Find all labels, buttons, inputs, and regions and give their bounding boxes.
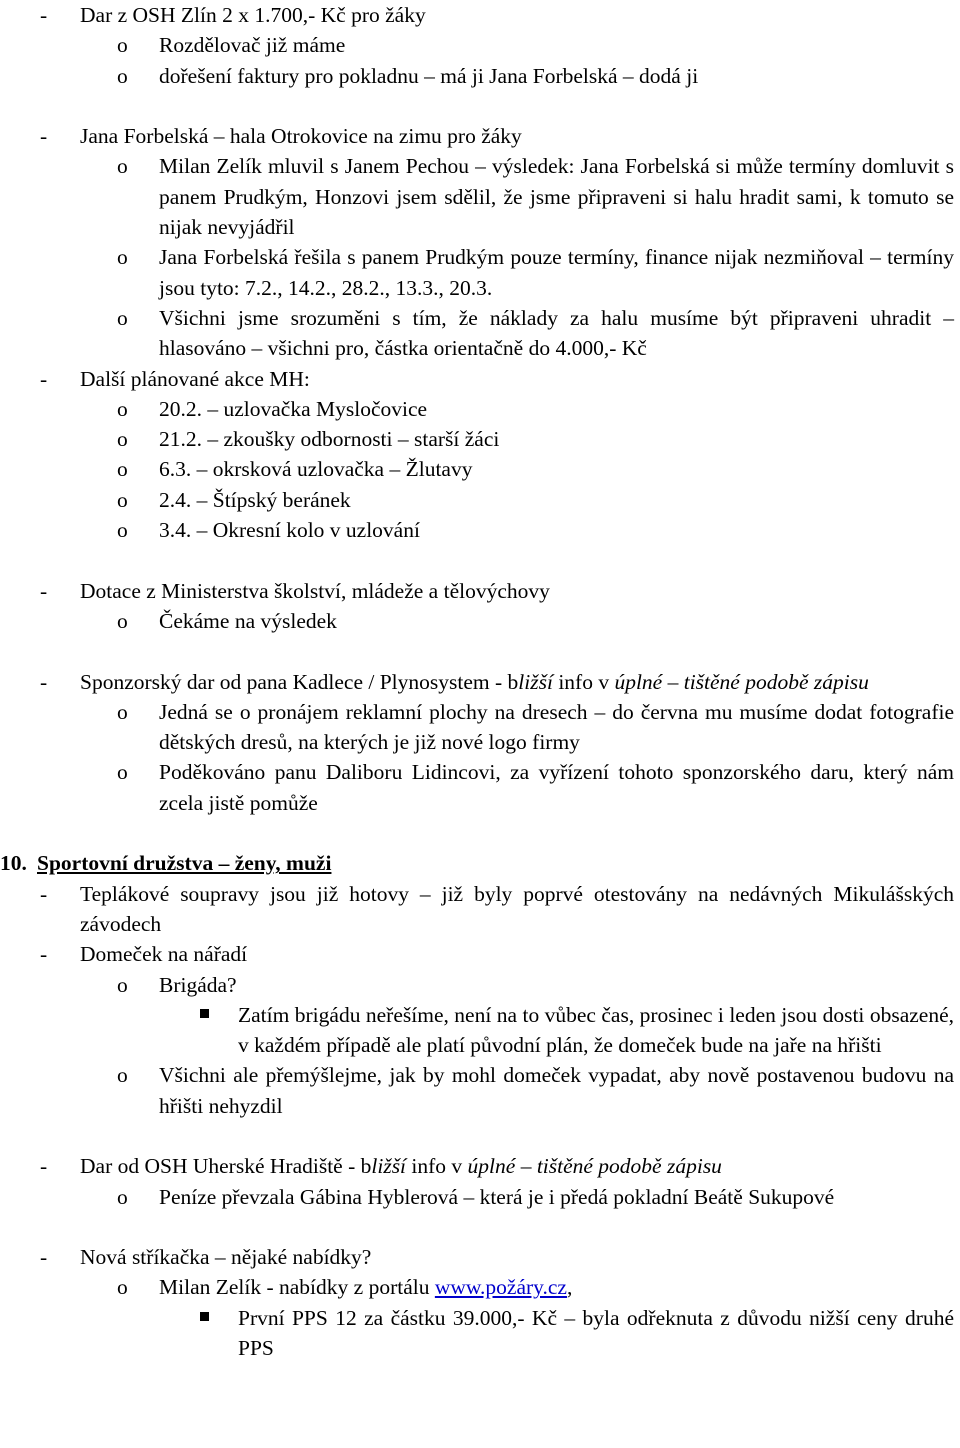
spacer [0, 545, 954, 575]
dash-marker: - [40, 942, 48, 967]
dash-marker: - [40, 578, 48, 603]
bullet-marker: o [117, 154, 128, 179]
section-number: 10. [0, 851, 27, 876]
bullet-marker: o [117, 396, 128, 421]
item-text: 6.3. – okrsková uzlovačka – Žlutavy [159, 457, 473, 482]
item-text: Rozdělovač již máme [159, 33, 346, 58]
item-text: dořešení faktury pro pokladnu – má ji Jana Forbelská – dodá ji [159, 63, 699, 88]
subitem-premyslejme [117, 1060, 954, 1121]
subitem-terminy [117, 242, 954, 303]
spacer [0, 636, 954, 666]
bullet-marker: o [117, 245, 128, 270]
item-text: Teplákové soupravy jsou již hotovy – již byly poprvé otestovány na nedávných Mikulášských závodech [80, 881, 954, 936]
item-text: Peníze převzala Gábina Hyblerová – která je i předá pokladní Beátě Sukupové [159, 1184, 835, 1209]
dash-marker: - [40, 124, 48, 149]
bullet-marker: o [117, 972, 128, 997]
item-teplakove-soupravy [40, 879, 954, 940]
item-text: První PPS 12 za částku 39.000,- Kč – byla odřeknuta z důvodu nižší ceny druhé PPS [238, 1305, 954, 1361]
subsubitem-pps [238, 1303, 954, 1364]
bullet-marker: o [117, 1275, 128, 1300]
item-text: Všichni ale přemýšlejme, jak by mohl domeček vypadat, aby nově postavenou budovu na hřišti nehyzdil [159, 1063, 954, 1118]
bullet-marker: o [117, 608, 128, 633]
item-dar-osh-uh [40, 1151, 954, 1181]
bullet-marker: o [117, 33, 128, 58]
item-text: Domeček na nářadí [80, 942, 248, 967]
item-dotace [40, 576, 954, 606]
bullet-marker: o [117, 427, 128, 452]
item-text: 21.2. – zkoušky odbornosti – starší žáci [159, 427, 500, 452]
event-item [117, 485, 954, 515]
item-text: Nová stříkačka – nějaké nabídky? [80, 1245, 372, 1270]
bullet-marker: o [117, 518, 128, 543]
event-item [117, 454, 954, 484]
item-text: Milan Zelík mluvil s Janem Pechou – výsledek: Jana Forbelská si může termíny domluvit s panem Prudkým, Honzovi jsem sdělil, že jsme připraveni si halu hradit sami, k tomuto se nijak nevyjádřil [159, 154, 954, 240]
pozary-link[interactable]: www.požáry.cz [434, 1275, 567, 1300]
item-sponzorsky-dar [40, 667, 954, 697]
item-text: Všichni jsme srozuměni s tím, že náklady za halu musíme být připraveni uhradit – hlasováno – všichni pro, částka orientačně do 4.000,- Kč [159, 305, 954, 361]
subitem-brigada [117, 970, 954, 1000]
item-text: Zatím brigádu neřešíme, není na to vůbec čas, prosinec i leden jsou dosti obsazené, v každém případě ale platí původní plán, že domeček bude na jaře na hřišti [238, 1002, 954, 1058]
item-hala-otrokovice [40, 121, 954, 151]
subitem-cekame [117, 606, 954, 636]
subitem-podekovano [117, 757, 954, 818]
subitem-faktura [117, 61, 954, 91]
item-text: Poděkováno panu Daliboru Lidincovi, za vyřízení tohoto sponzorského daru, který nám zcela jistě pomůže [159, 760, 954, 815]
item-text: Dar z OSH Zlín 2 x 1.700,- Kč pro žáky [80, 3, 426, 27]
dash-marker: - [40, 1154, 48, 1179]
dash-marker: - [40, 3, 48, 27]
spacer [0, 91, 954, 121]
item-planovane-akce [40, 364, 954, 394]
dash-marker: - [40, 669, 48, 694]
item-text: Čekáme na výsledek [159, 608, 337, 633]
spacer [0, 1121, 954, 1151]
item-domecek [40, 939, 954, 969]
bullet-marker: o [117, 760, 128, 785]
item-text: 20.2. – uzlovačka Mysločovice [159, 396, 428, 421]
item-text: Jana Forbelská řešila s panem Prudkým pouze termíny, finance nijak nezmiňoval – termíny jsou tyto: 7.2., 14.2., 28.2., 13.3., 20.3. [159, 245, 954, 300]
bullet-marker: o [117, 1063, 128, 1088]
event-item [117, 515, 954, 545]
item-text: Brigáda? [159, 972, 237, 997]
subsubitem-brigada-detail [238, 1000, 954, 1061]
bullet-marker: o [117, 699, 128, 724]
event-item [117, 394, 954, 424]
bullet-marker: o [117, 457, 128, 482]
section-heading-10 [0, 848, 954, 878]
item-text: Dotace z Ministerstva školství, mládeže a tělovýchovy [80, 578, 550, 603]
item-text: Sponzorský dar od pana Kadlece / Plynosystem - bližší info v úplné – tištěné podobě zápisu [80, 669, 869, 694]
item-strikacka [40, 1242, 954, 1272]
spacer [0, 818, 954, 848]
item-dar-osh-zlin [40, 0, 954, 30]
item-text: 2.4. – Štípský beránek [159, 487, 351, 512]
bullet-marker: o [117, 487, 128, 512]
subitem-pronajem [117, 697, 954, 758]
item-text: Milan Zelík - nabídky z portálu www.požáry.cz, [159, 1275, 573, 1300]
dash-marker: - [40, 366, 48, 391]
section-title: Sportovní družstva – ženy, muži [37, 851, 332, 876]
dash-marker: - [40, 1245, 48, 1270]
bullet-marker: o [117, 1184, 128, 1209]
subitem-milan-zelik [117, 151, 954, 242]
item-text: Dar od OSH Uherské Hradiště - bližší info v úplné – tištěné podobě zápisu [80, 1154, 722, 1179]
subitem-penize [117, 1182, 954, 1212]
bullet-marker: o [117, 305, 128, 330]
subitem-rozdelovac [117, 30, 954, 60]
event-item [117, 424, 954, 454]
spacer [0, 1212, 954, 1242]
square-bullet-icon [200, 1303, 209, 1333]
item-text: Jedná se o pronájem reklamní plochy na dresech – do června mu musíme dodat fotografie dětských dresů, na kterých je již nové logo firmy [159, 699, 954, 755]
square-bullet-icon [200, 1000, 209, 1030]
bullet-marker: o [117, 63, 128, 88]
item-text: Další plánované akce MH: [80, 366, 310, 391]
item-text: 3.4. – Okresní kolo v uzlování [159, 518, 420, 543]
subitem-naklady [117, 303, 954, 364]
item-text: Jana Forbelská – hala Otrokovice na zimu pro žáky [80, 124, 522, 149]
dash-marker: - [40, 881, 48, 906]
subitem-nabidky [117, 1272, 954, 1302]
